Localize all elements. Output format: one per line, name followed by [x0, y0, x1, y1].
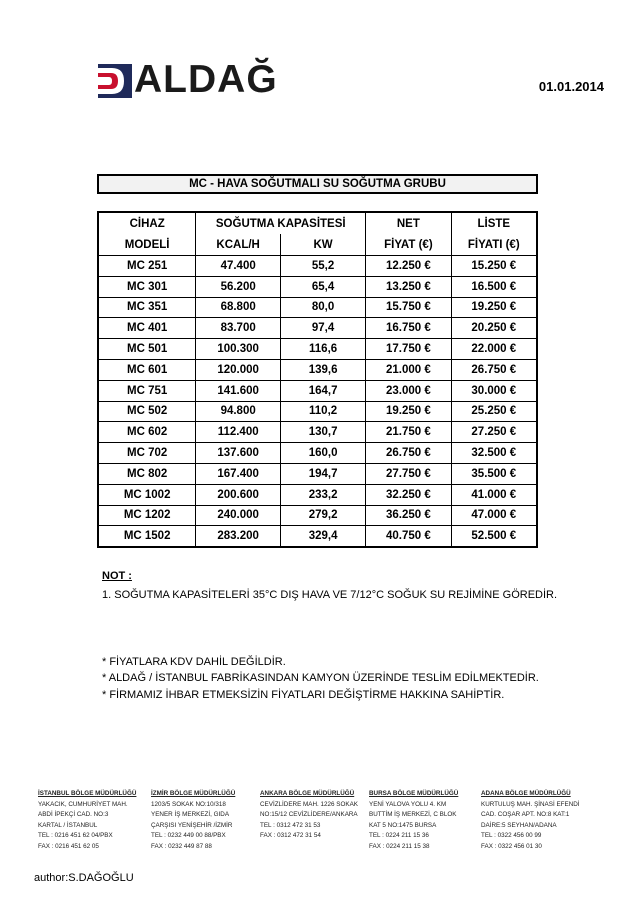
cell-net: 17.750 € [366, 339, 451, 360]
brand-logo [98, 60, 318, 102]
office-line: FAX : 0216 451 62 05 [38, 842, 99, 850]
cell-kcal: 94.800 [196, 401, 281, 422]
table-row [98, 339, 537, 360]
cell-list: 30.000 € [451, 380, 537, 401]
cell-model: MC 702 [98, 443, 196, 464]
office-line: DAİRE:5 SEYHAN/ADANA [481, 821, 557, 829]
cell-net: 32.250 € [366, 484, 451, 505]
cell-kcal: 167.400 [196, 463, 281, 484]
cell-model: MC 802 [98, 463, 196, 484]
cell-kw: 139,6 [281, 359, 366, 380]
table-row [98, 484, 537, 505]
cell-model: MC 502 [98, 401, 196, 422]
header-kcal: KCAL/H [196, 234, 281, 256]
cell-kw: 194,7 [281, 463, 366, 484]
table-header-row [98, 234, 537, 256]
cell-list: 26.750 € [451, 359, 537, 380]
cell-kcal: 56.200 [196, 276, 281, 297]
bullet-price-change: * FİRMAMIZ İHBAR ETMEKSİZİN FİYATLARI DEĞİŞTİRME HAKKINA SAHİPTİR. [102, 689, 505, 701]
note-1: 1. SOĞUTMA KAPASİTELERİ 35°C DIŞ HAVA VE 7/12°C SOĞUK SU REJİMİNE GÖREDİR. [102, 589, 558, 601]
table-header-row [98, 212, 537, 234]
cell-kw: 65,4 [281, 276, 366, 297]
cell-kw: 110,2 [281, 401, 366, 422]
cell-kw: 160,0 [281, 443, 366, 464]
cell-model: MC 401 [98, 318, 196, 339]
cell-kcal: 283.200 [196, 526, 281, 547]
table-row [98, 463, 537, 484]
cell-net: 12.250 € [366, 256, 451, 277]
office-line: FAX : 0312 472 31 54 [260, 832, 321, 839]
office-line: TEL : 0312 472 31 53 [260, 821, 321, 829]
office-line: YENER İŞ MERKEZİ, GIDA [151, 811, 230, 818]
office-line: KARTAL / İSTANBUL [38, 821, 98, 829]
table-title: MC - HAVA SOĞUTMALI SU SOĞUTMA GRUBU [97, 174, 538, 194]
cell-list: 27.250 € [451, 422, 537, 443]
cell-model: MC 351 [98, 297, 196, 318]
cell-kcal: 47.400 [196, 256, 281, 277]
cell-kw: 233,2 [281, 484, 366, 505]
table-row [98, 443, 537, 464]
cell-kw: 80,0 [281, 297, 366, 318]
cell-model: MC 1202 [98, 505, 196, 526]
cell-net: 19.250 € [366, 401, 451, 422]
office-line: TEL : 0322 456 00 99 [481, 832, 542, 839]
office-block [38, 789, 156, 852]
cell-list: 15.250 € [451, 256, 537, 277]
office-line: ABDİ İPEKÇİ CAD. NO:3 [38, 811, 109, 818]
header-kw: KW [281, 234, 366, 256]
office-name: ADANA BÖLGE MÜDÜRLÜĞÜ [481, 790, 571, 797]
cell-net: 13.250 € [366, 276, 451, 297]
cell-model: MC 751 [98, 380, 196, 401]
brand-name: ALDAĞ [134, 58, 278, 101]
cell-model: MC 601 [98, 359, 196, 380]
cell-list: 19.250 € [451, 297, 537, 318]
header-net: NET [366, 212, 451, 234]
office-line: TEL : 0232 449 00 88/PBX [151, 832, 226, 839]
cell-net: 26.750 € [366, 443, 451, 464]
header-model-2: MODELİ [98, 234, 196, 256]
office-line: BUTTİM İŞ MERKEZİ, C BLOK [369, 811, 457, 818]
cell-list: 41.000 € [451, 484, 537, 505]
cell-net: 15.750 € [366, 297, 451, 318]
cell-kw: 97,4 [281, 318, 366, 339]
cell-model: MC 301 [98, 276, 196, 297]
office-line: 1203/5 SOKAK NO:10/318 [151, 800, 226, 808]
cell-kw: 164,7 [281, 380, 366, 401]
cell-model: MC 1002 [98, 484, 196, 505]
office-line: KAT 5 NO:1475 BURSA [369, 821, 437, 829]
cell-model: MC 602 [98, 422, 196, 443]
header-capacity: SOĞUTMA KAPASİTESİ [196, 212, 366, 234]
cell-kcal: 200.600 [196, 484, 281, 505]
cell-list: 16.500 € [451, 276, 537, 297]
table-row [98, 276, 537, 297]
cell-kw: 279,2 [281, 505, 366, 526]
cell-kw: 116,6 [281, 339, 366, 360]
bullet-delivery: * ALDAĞ / İSTANBUL FABRİKASINDAN KAMYON ÜZERİNDE TESLİM EDİLMEKTEDİR. [102, 672, 539, 684]
table-row [98, 422, 537, 443]
cell-kcal: 68.800 [196, 297, 281, 318]
office-line: ÇARŞISI YENİŞEHİR /İZMİR [151, 821, 233, 829]
table-row [98, 526, 537, 547]
cell-kcal: 141.600 [196, 380, 281, 401]
document-date: 01.01.2014 [538, 79, 604, 94]
cell-net: 23.000 € [366, 380, 451, 401]
cell-list: 32.500 € [451, 443, 537, 464]
cell-model: MC 501 [98, 339, 196, 360]
cell-model: MC 1502 [98, 526, 196, 547]
table-row [98, 318, 537, 339]
cell-kcal: 112.400 [196, 422, 281, 443]
table-row [98, 297, 537, 318]
header-model: CİHAZ [98, 212, 196, 234]
table-row [98, 256, 537, 277]
header-list: LİSTE [451, 212, 537, 234]
office-line: FAX : 0322 456 01 30 [481, 842, 542, 850]
cell-net: 21.000 € [366, 359, 451, 380]
cell-list: 52.500 € [451, 526, 537, 547]
cell-list: 25.250 € [451, 401, 537, 422]
table-row [98, 380, 537, 401]
office-name: BURSA BÖLGE MÜDÜRLÜĞÜ [369, 790, 459, 797]
office-line: YENİ YALOVA YOLU 4. KM [369, 800, 447, 808]
cell-kcal: 240.000 [196, 505, 281, 526]
notes-title: NOT : [102, 570, 132, 582]
office-line: YAKACIK, CUMHURİYET MAH. [38, 800, 128, 808]
cell-net: 36.250 € [366, 505, 451, 526]
office-line: TEL : 0224 211 15 36 [369, 832, 429, 839]
cell-list: 20.250 € [451, 318, 537, 339]
cell-kw: 329,4 [281, 526, 366, 547]
cell-kcal: 100.300 [196, 339, 281, 360]
office-name: ANKARA BÖLGE MÜDÜRLÜĞÜ [260, 790, 355, 797]
aldag-logo-icon [98, 64, 132, 98]
header-net-2: FİYAT (€) [366, 234, 451, 256]
cell-list: 47.000 € [451, 505, 537, 526]
cell-kcal: 120.000 [196, 359, 281, 380]
office-line: FAX : 0224 211 15 38 [369, 842, 430, 850]
office-name: İSTANBUL BÖLGE MÜDÜRLÜĞÜ [38, 790, 137, 797]
cell-kw: 130,7 [281, 422, 366, 443]
office-line: KURTULUŞ MAH. ŞİNASİ EFENDİ [481, 800, 580, 808]
table-row [98, 401, 537, 422]
cell-net: 27.750 € [366, 463, 451, 484]
cell-kcal: 137.600 [196, 443, 281, 464]
table-row [98, 505, 537, 526]
office-block [260, 789, 378, 842]
cell-list: 22.000 € [451, 339, 537, 360]
cell-kcal: 83.700 [196, 318, 281, 339]
office-line: TEL : 0216 451 62 04/PBX [38, 832, 113, 839]
cell-net: 21.750 € [366, 422, 451, 443]
author: author:S.DAĞOĞLU [34, 872, 134, 884]
cell-kw: 55,2 [281, 256, 366, 277]
office-line: FAX : 0232 449 87 88 [151, 842, 212, 850]
cell-net: 16.750 € [366, 318, 451, 339]
cell-list: 35.500 € [451, 463, 537, 484]
office-block [481, 789, 599, 852]
office-line: NO:15/12 CEVİZLİDERE/ANKARA [260, 811, 358, 818]
office-line: CEVİZLİDERE MAH. 1226 SOKAK [260, 800, 358, 808]
office-block [151, 789, 269, 852]
price-table [97, 211, 538, 548]
bullet-vat: * FİYATLARA KDV DAHİL DEĞİLDİR. [102, 656, 286, 668]
office-line: CAD. COŞAR APT. NO:8 KAT:1 [481, 811, 570, 818]
header-list-2: FİYATI (€) [451, 234, 537, 256]
office-name: İZMİR BÖLGE MÜDÜRLÜĞÜ [151, 790, 236, 797]
office-block [369, 789, 487, 852]
cell-net: 40.750 € [366, 526, 451, 547]
table-row [98, 359, 537, 380]
cell-model: MC 251 [98, 256, 196, 277]
